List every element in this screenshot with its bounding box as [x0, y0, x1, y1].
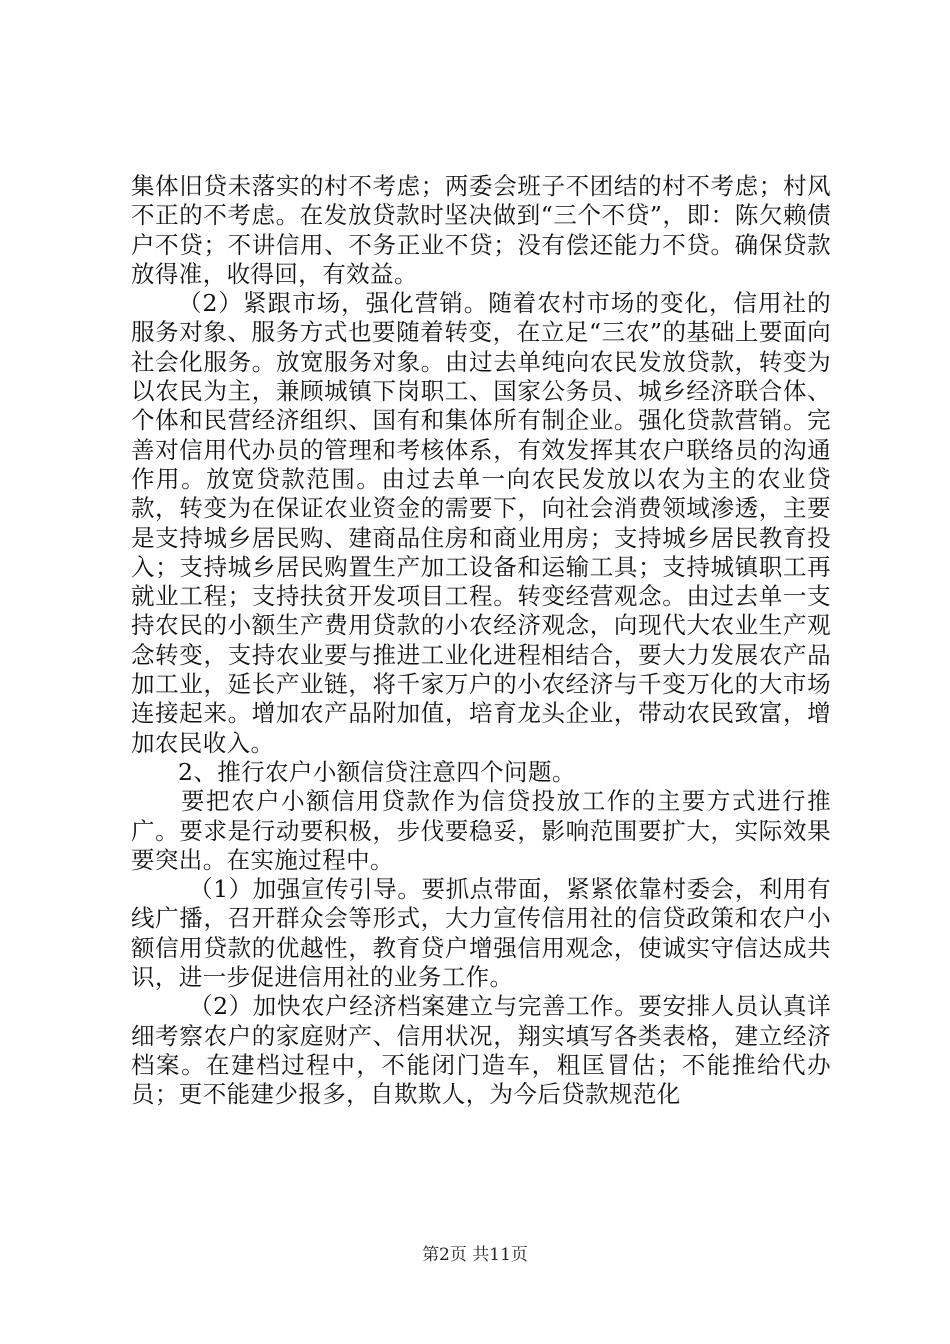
paragraph-promotion: 要把农户小额信用贷款作为信贷投放工作的主要方式进行推广。要求是行动要积极，步伐要稳妥，影响范围要扩大，实际效果要突出。在实施过程中。	[131, 787, 831, 874]
paragraph-publicity: （1）加强宣传引导。要抓点带面，紧紧依靠村委会，利用有线广播，召开群众会等形式，大力宣传信用社的信贷政策和农户小额信用贷款的优越性，教育贷户增强信用观念，使诚实守信达成共识，进一步促进信用社的业务工作。	[131, 875, 831, 992]
paragraph-archives: （2）加快农户经济档案建立与完善工作。要安排人员认真详细考察农户的家庭财产、信用状况，翔实填写各类表格，建立经济档案。在建档过程中，不能闭门造车，粗匡冒估；不能推给代办员；更不能建少报多，自欺欺人，为今后贷款规范化	[131, 992, 831, 1109]
paragraph-market-marketing: （2）紧跟市场，强化营销。随着农村市场的变化，信用社的服务对象、服务方式也要随着转变，在立足“三农”的基础上要面向社会化服务。放宽服务对象。由过去单纯向农民发放贷款，转变为以农民为主，兼顾城镇下岗职工、国家公务员、城乡经济联合体、个体和民营经济组织、国有和集体所有制企业。强化贷款营销。完善对信用代办员的管理和考核体系，有效发挥其农户联络员的沟通作用。放宽贷款范围。由过去单一向农民发放以农为主的农业贷款，转变为在保证农业资金的需要下，向社会消费领域渗透，主要是支持城乡居民购、建商品住房和商业用房；支持城乡居民教育投入；支持城乡居民购置生产加工设备和运输工具；支持城镇职工再就业工程；支持扶贫开发项目工程。转变经营观念。由过去单一支持农民的小额生产费用贷款的小农经济观念，向现代大农业生产观念转变，支持农业要与推进工业化进程相结合，要大力发展农产品加工业，延长产业链，将千家万户的小农经济与千变万化的大市场连接起来。增加农产品附加值，培育龙头企业，带动农民致富，增加农民收入。	[131, 289, 831, 757]
page-number-footer: 第2页 共11页	[422, 1245, 528, 1265]
paragraph-continuation: 集体旧贷未落实的村不考虑；两委会班子不团结的村不考虑；村风不正的不考虑。在发放贷款时坚决做到“三个不贷”，即：陈欠赖债户不贷；不讲信用、不务正业不贷；没有偿还能力不贷。确保贷款放得准，收得回，有效益。	[131, 172, 831, 288]
section-heading-four-issues: 2、推行农户小额信贷注意四个问题。	[178, 757, 576, 786]
document-body	[131, 172, 831, 1110]
